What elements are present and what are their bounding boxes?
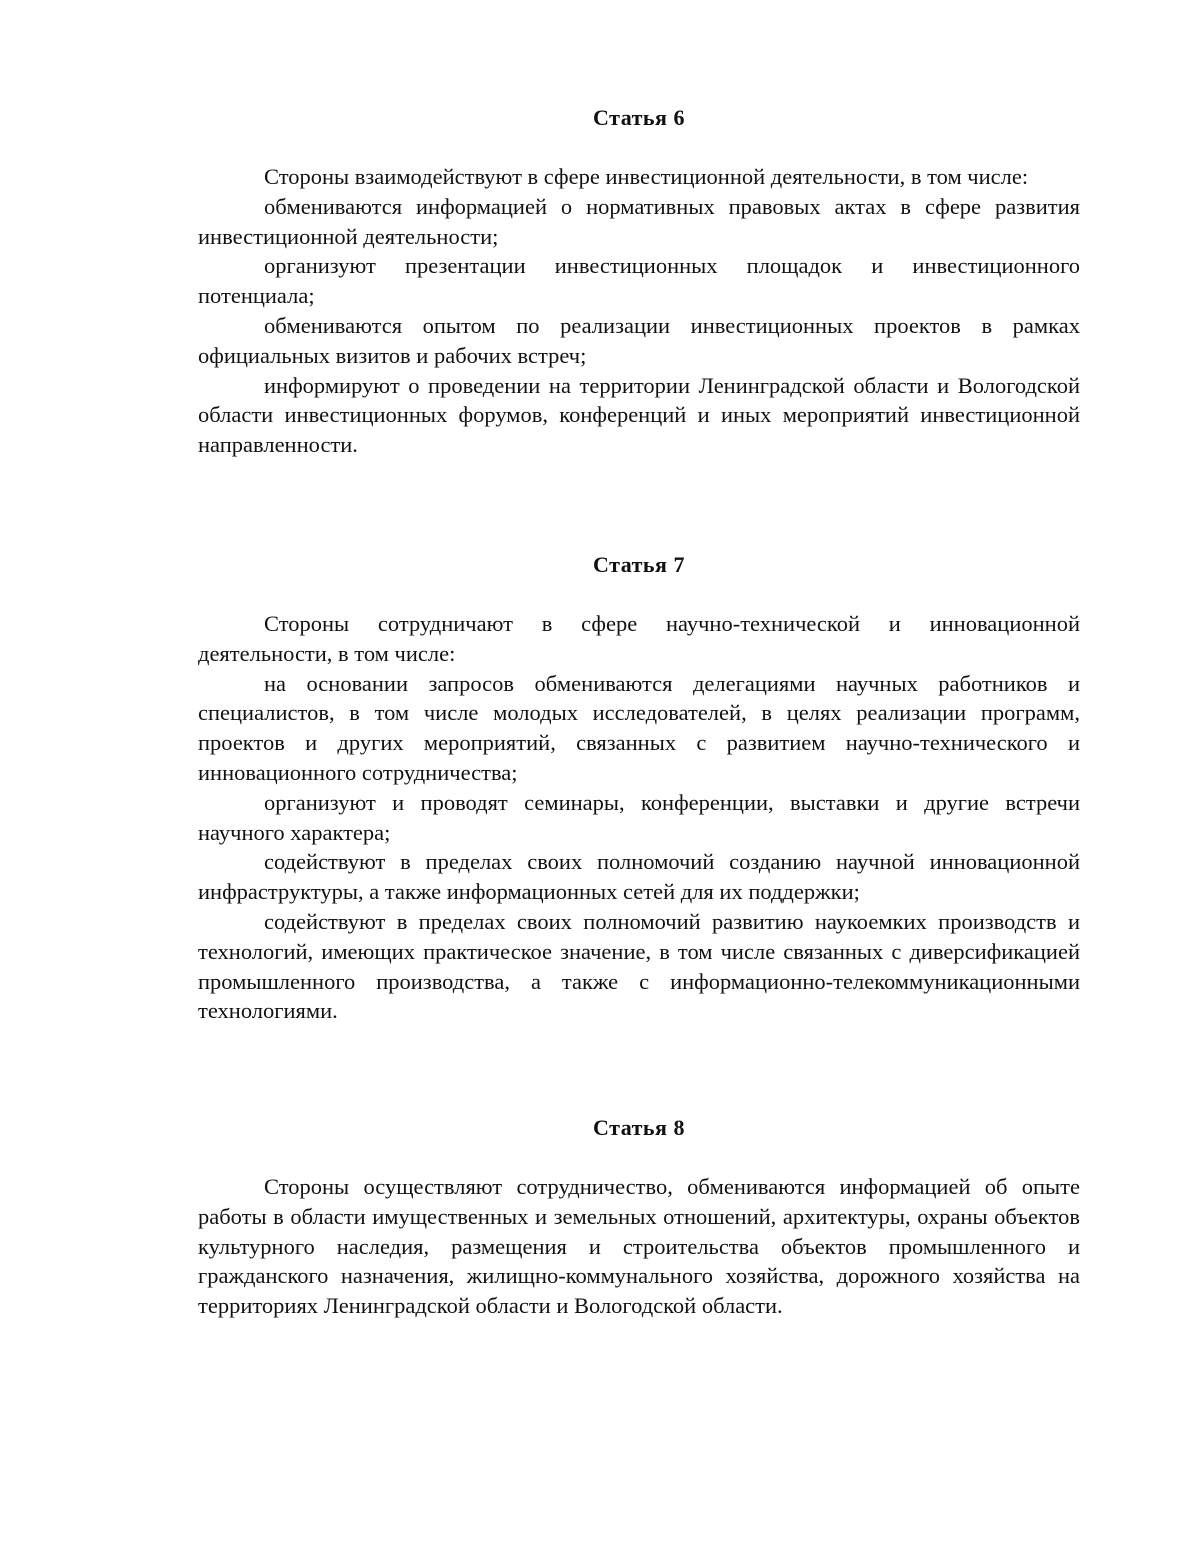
article-title: Статья 8 bbox=[593, 1115, 685, 1140]
paragraph: содействуют в пределах своих полномочий созданию научной инновационной инфраструктуры, а также информационных сетей для их поддержки; bbox=[198, 849, 1080, 905]
article-body bbox=[198, 162, 1080, 460]
article-title: Статья 7 bbox=[593, 552, 685, 577]
paragraph: Стороны взаимодействуют в сфере инвестиционной деятельности, в том числе: bbox=[264, 164, 1029, 189]
article-title: Статья 6 bbox=[593, 105, 685, 130]
paragraph: организуют презентации инвестиционных площадок и инвестиционного потенциала; bbox=[198, 253, 1080, 309]
paragraph: информируют о проведении на территории Ленинградской области и Вологодской области инвестиционных форумов, конференций и иных мероприятий инвестиционной направленности. bbox=[198, 372, 1080, 458]
paragraph: организуют и проводят семинары, конференции, выставки и другие встречи научного характера; bbox=[198, 789, 1080, 845]
article-8 bbox=[198, 1114, 1080, 1321]
paragraph: на основании запросов обмениваются делегациями научных работников и специалистов, в том числе молодых исследователей, в целях реализации программ, проектов и других мероприятий, связанных с развитием научно-технического и инновационного сотрудничества; bbox=[198, 670, 1080, 785]
article-6 bbox=[198, 104, 1080, 460]
paragraph: обмениваются опытом по реализации инвестиционных проектов в рамках официальных визитов и рабочих встреч; bbox=[198, 312, 1080, 368]
article-body bbox=[198, 609, 1080, 1026]
paragraph: содействуют в пределах своих полномочий развитию наукоемких производств и технологий, имеющих практическое значение, в том числе связанных с диверсификацией промышленного производства, а также с информационно-телекоммуникационными технологиями. bbox=[198, 908, 1080, 1024]
paragraph: обмениваются информацией о нормативных правовых актах в сфере развития инвестиционной деятельности; bbox=[198, 193, 1080, 249]
article-7 bbox=[198, 551, 1080, 1026]
article-body bbox=[198, 1172, 1080, 1321]
paragraph: Стороны осуществляют сотрудничество, обмениваются информацией об опыте работы в области имущественных и земельных отношений, архитектуры, охраны объектов культурного наследия, размещения и строительства объектов промышленного и гражданского назначения, жилищно-коммунального хозяйства, дорожного хозяйства на территориях Ленинградской области и Вологодской области. bbox=[198, 1174, 1080, 1319]
paragraph: Стороны сотрудничают в сфере научно-технической и инновационной деятельности, в том числе: bbox=[198, 611, 1080, 666]
